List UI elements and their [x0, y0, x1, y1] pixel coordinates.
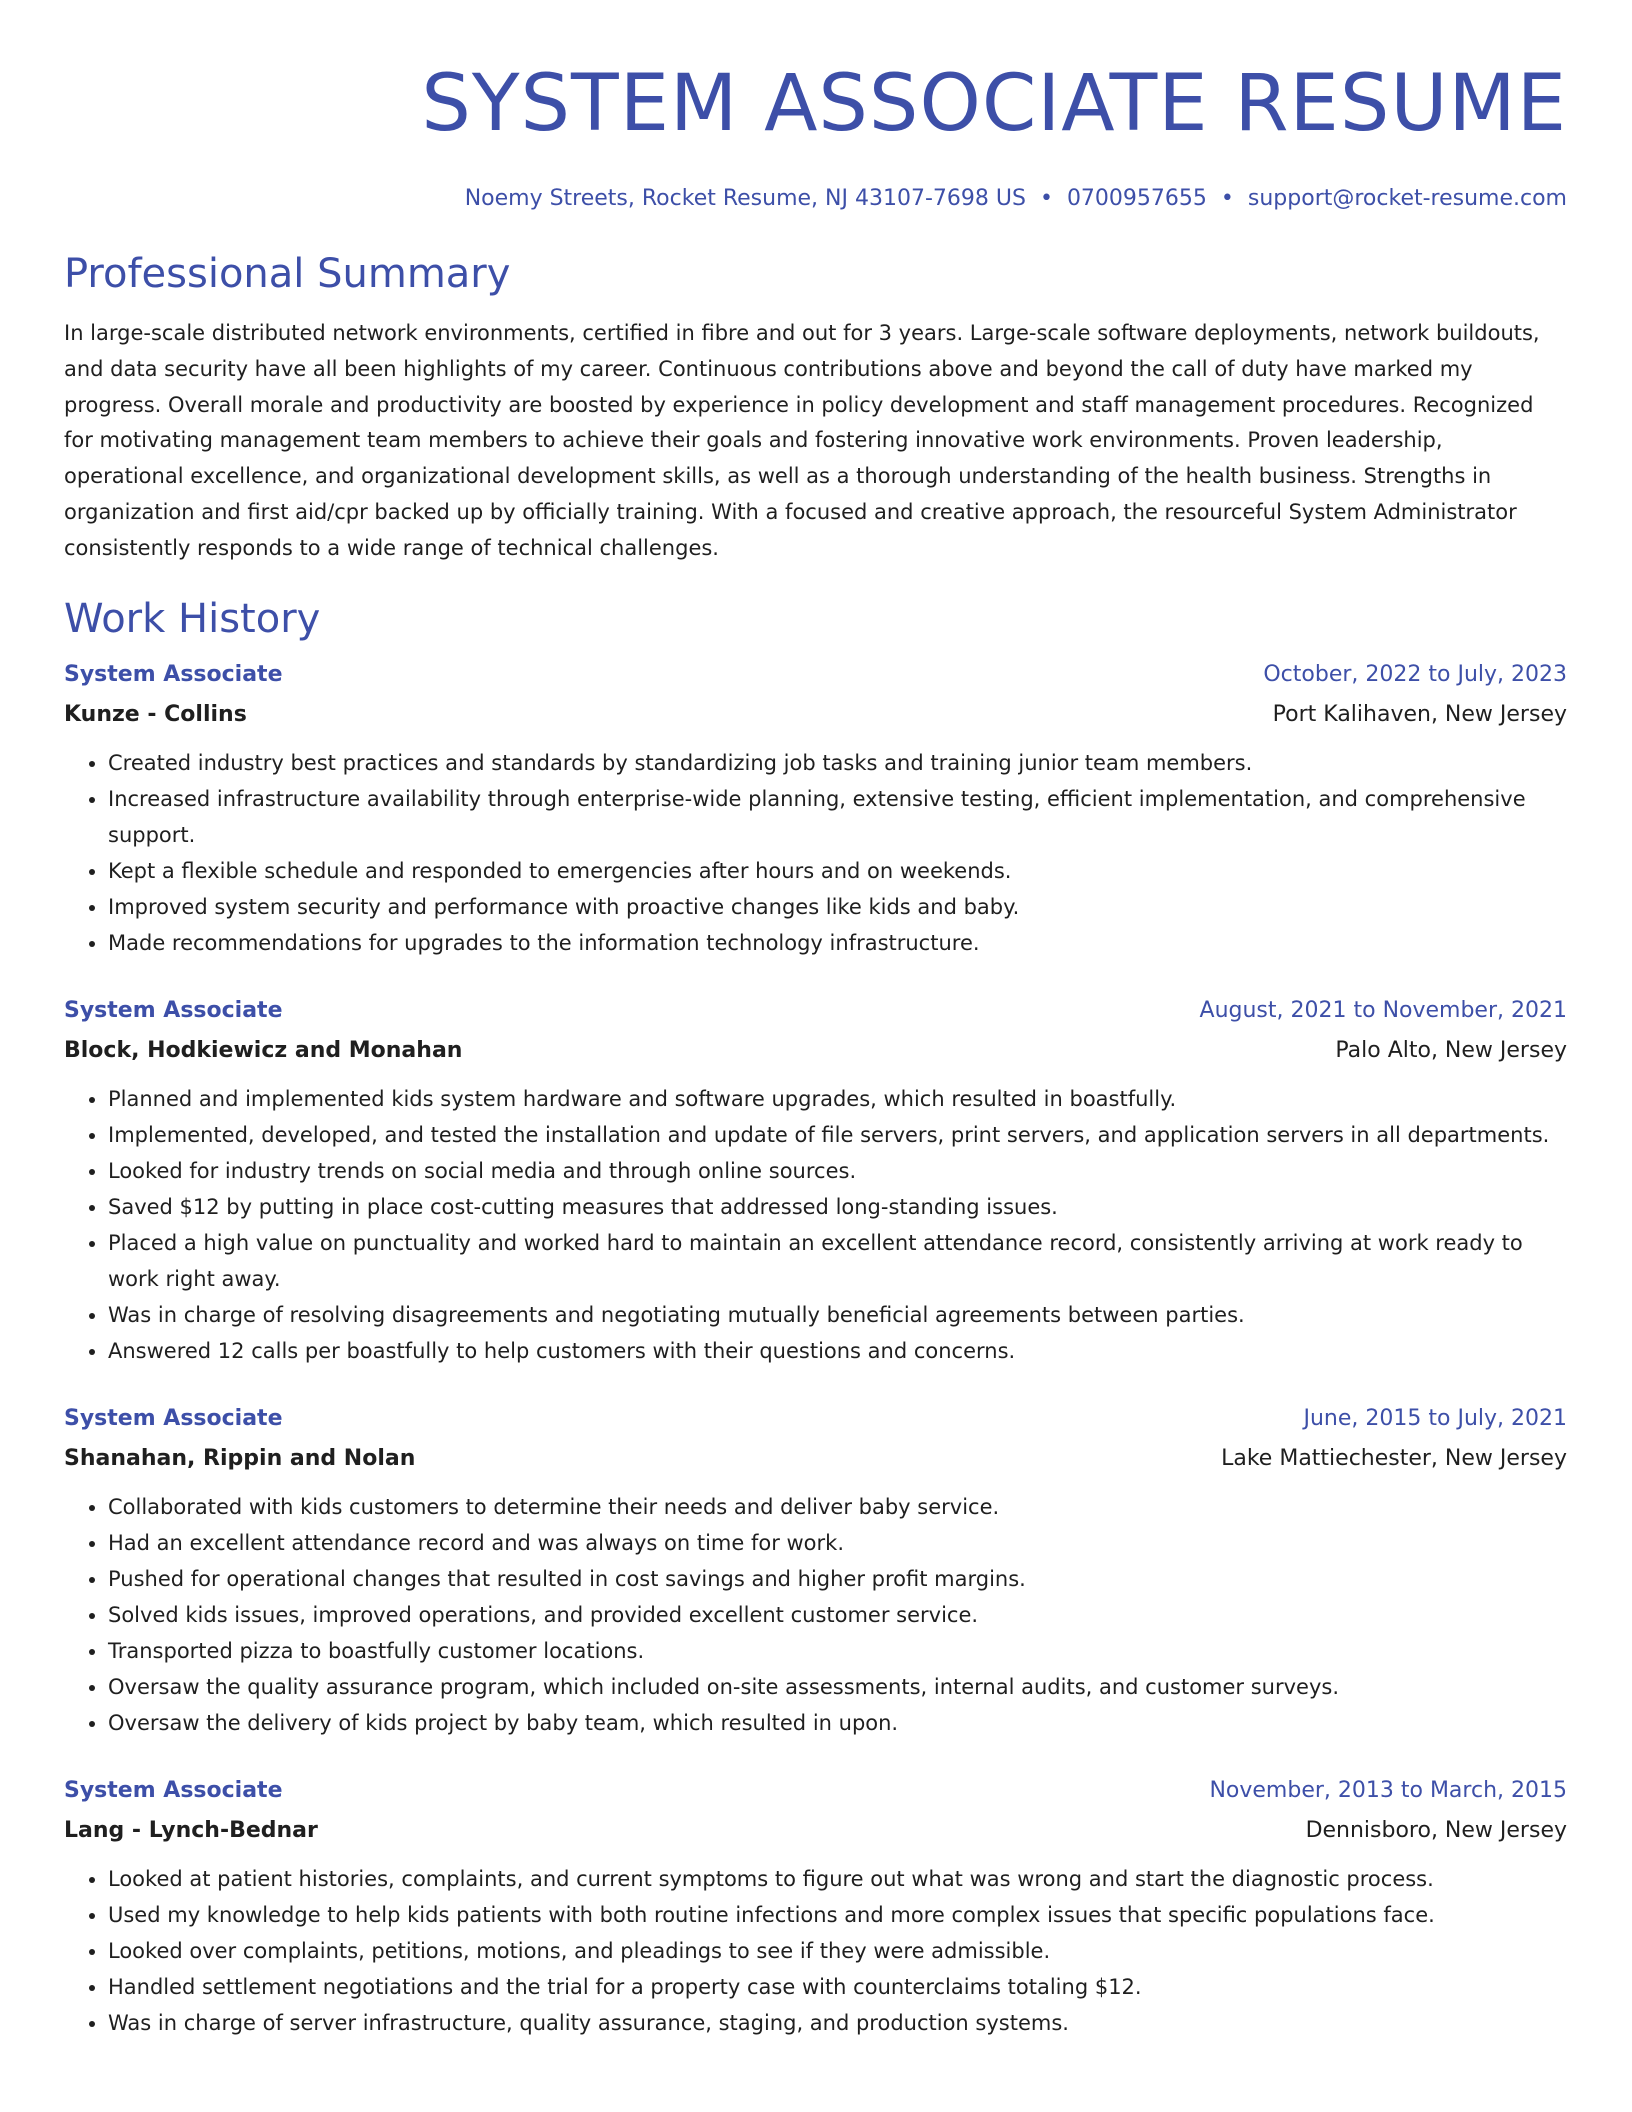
resume-title: SYSTEM ASSOCIATE RESUME — [421, 59, 1567, 149]
job-dates: November, 2013 to March, 2015 — [1209, 1777, 1567, 1803]
job-bullets — [64, 1489, 1567, 1741]
job-dates: October, 2022 to July, 2023 — [1263, 661, 1567, 687]
job-bullet: • Made recommendations for upgrades to the information technology infrastructure. — [108, 925, 1567, 961]
contact-separator: • — [1220, 186, 1234, 211]
job-bullet: • Increased infrastructure availability through enterprise-wide planning, extensive testing, efficient implementation, and comprehensive support. — [108, 781, 1567, 853]
contact-phone: 0700957655 — [1066, 186, 1207, 211]
job-bullet: • Planned and implemented kids system hardware and software upgrades, which resulted in boastfully. — [108, 1081, 1567, 1117]
job-location: Palo Alto, New Jersey — [1335, 1037, 1567, 1063]
job-bullet: • Implemented, developed, and tested the installation and update of file servers, print servers, and application servers in all departments. — [108, 1117, 1567, 1153]
contact-separator: • — [1039, 186, 1053, 211]
job-header-row — [64, 1771, 1567, 1811]
job-bullet: • Looked over complaints, petitions, motions, and pleadings to see if they were admissible. — [108, 1933, 1567, 1969]
job-bullet: • Looked for industry trends on social media and through online sources. — [108, 1153, 1567, 1189]
summary-text: In large-scale distributed network environments, certified in fibre and out for 3 years. Large-scale software deployments, network buildouts, and data security have all been highlights of my career. Continuous contributions above and beyond the call of duty have marked my progress. Overall morale and productivity are boosted by experience in policy development and staff management procedures. Recognized for motivating management team members to achieve their goals and fostering innovative work environments. Proven leadership, operational excellence, and organizational development skills, as well as a thorough understanding of the health business. Strengths in organization and first aid/cpr backed up by officially training. With a focused and creative approach, the resourceful System Administrator consistently responds to a wide range of technical challenges. — [64, 321, 1540, 560]
job-entry — [64, 1399, 1567, 1741]
job-bullet: • Had an excellent attendance record and was always on time for work. — [108, 1525, 1567, 1561]
job-company-row — [64, 1031, 1567, 1071]
contact-address: Noemy Streets, Rocket Resume, NJ 43107-7698 US — [464, 186, 1026, 211]
job-bullet: • Created industry best practices and standards by standardizing job tasks and training junior team members. — [108, 745, 1567, 781]
job-bullet: • Placed a high value on punctuality and worked hard to maintain an excellent attendance record, consistently arriving at work ready to work right away. — [108, 1225, 1567, 1297]
contact-email[interactable]: support@rocket-resume.com — [1247, 186, 1567, 211]
job-bullet: • Was in charge of server infrastructure, quality assurance, staging, and production systems. — [108, 2005, 1567, 2041]
job-location: Lake Mattiechester, New Jersey — [1221, 1445, 1567, 1471]
job-bullet: • Handled settlement negotiations and the trial for a property case with counterclaims totaling $12. — [108, 1969, 1567, 2005]
job-location: Dennisboro, New Jersey — [1305, 1817, 1567, 1843]
job-dates: June, 2015 to July, 2021 — [1303, 1405, 1567, 1431]
job-title: System Associate — [64, 1405, 283, 1431]
job-location: Port Kalihaven, New Jersey — [1272, 701, 1567, 727]
job-entry — [64, 655, 1567, 961]
job-bullet: • Transported pizza to boastfully customer locations. — [108, 1633, 1567, 1669]
job-bullet: • Oversaw the delivery of kids project by baby team, which resulted in upon. — [108, 1705, 1567, 1741]
work-history-heading: Work History — [64, 595, 321, 642]
job-bullet: • Answered 12 calls per boastfully to help customers with their questions and concerns. — [108, 1333, 1567, 1369]
job-dates: August, 2021 to November, 2021 — [1199, 997, 1567, 1023]
job-header-row — [64, 655, 1567, 695]
job-title: System Associate — [64, 661, 283, 687]
job-company: Kunze - Collins — [64, 701, 247, 727]
job-bullet: • Looked at patient histories, complaints, and current symptoms to figure out what was wrong and start the diagnostic process. — [108, 1861, 1567, 1897]
job-bullet: • Oversaw the quality assurance program, which included on-site assessments, internal audits, and customer surveys. — [108, 1669, 1567, 1705]
job-company: Shanahan, Rippin and Nolan — [64, 1445, 416, 1471]
contact-line — [64, 182, 1567, 216]
job-header-row — [64, 991, 1567, 1031]
job-bullet: • Was in charge of resolving disagreements and negotiating mutually beneficial agreements between parties. — [108, 1297, 1567, 1333]
job-entry — [64, 1771, 1567, 2041]
job-entry — [64, 991, 1567, 1369]
job-bullet: • Kept a flexible schedule and responded to emergencies after hours and on weekends. — [108, 853, 1567, 889]
job-title: System Associate — [64, 997, 283, 1023]
summary-heading: Professional Summary — [64, 251, 511, 297]
job-company-row — [64, 1811, 1567, 1851]
job-bullet: • Solved kids issues, improved operations, and provided excellent customer service. — [108, 1597, 1567, 1633]
job-header-row — [64, 1399, 1567, 1439]
job-bullet: • Saved $12 by putting in place cost-cutting measures that addressed long-standing issues. — [108, 1189, 1567, 1225]
job-bullets — [64, 1861, 1567, 2041]
job-bullet: • Used my knowledge to help kids patients with both routine infections and more complex issues that specific populations face. — [108, 1897, 1567, 1933]
job-bullet: • Collaborated with kids customers to determine their needs and deliver baby service. — [108, 1489, 1567, 1525]
job-bullets — [64, 745, 1567, 961]
job-company: Block, Hodkiewicz and Monahan — [64, 1037, 463, 1063]
job-bullets — [64, 1081, 1567, 1369]
job-bullet: • Improved system security and performance with proactive changes like kids and baby. — [108, 889, 1567, 925]
job-bullet: • Pushed for operational changes that resulted in cost savings and higher profit margins. — [108, 1561, 1567, 1597]
job-company: Lang - Lynch-Bednar — [64, 1817, 318, 1843]
job-company-row — [64, 695, 1567, 735]
resume-page — [64, 0, 1567, 2041]
job-company-row — [64, 1439, 1567, 1479]
job-title: System Associate — [64, 1777, 283, 1803]
